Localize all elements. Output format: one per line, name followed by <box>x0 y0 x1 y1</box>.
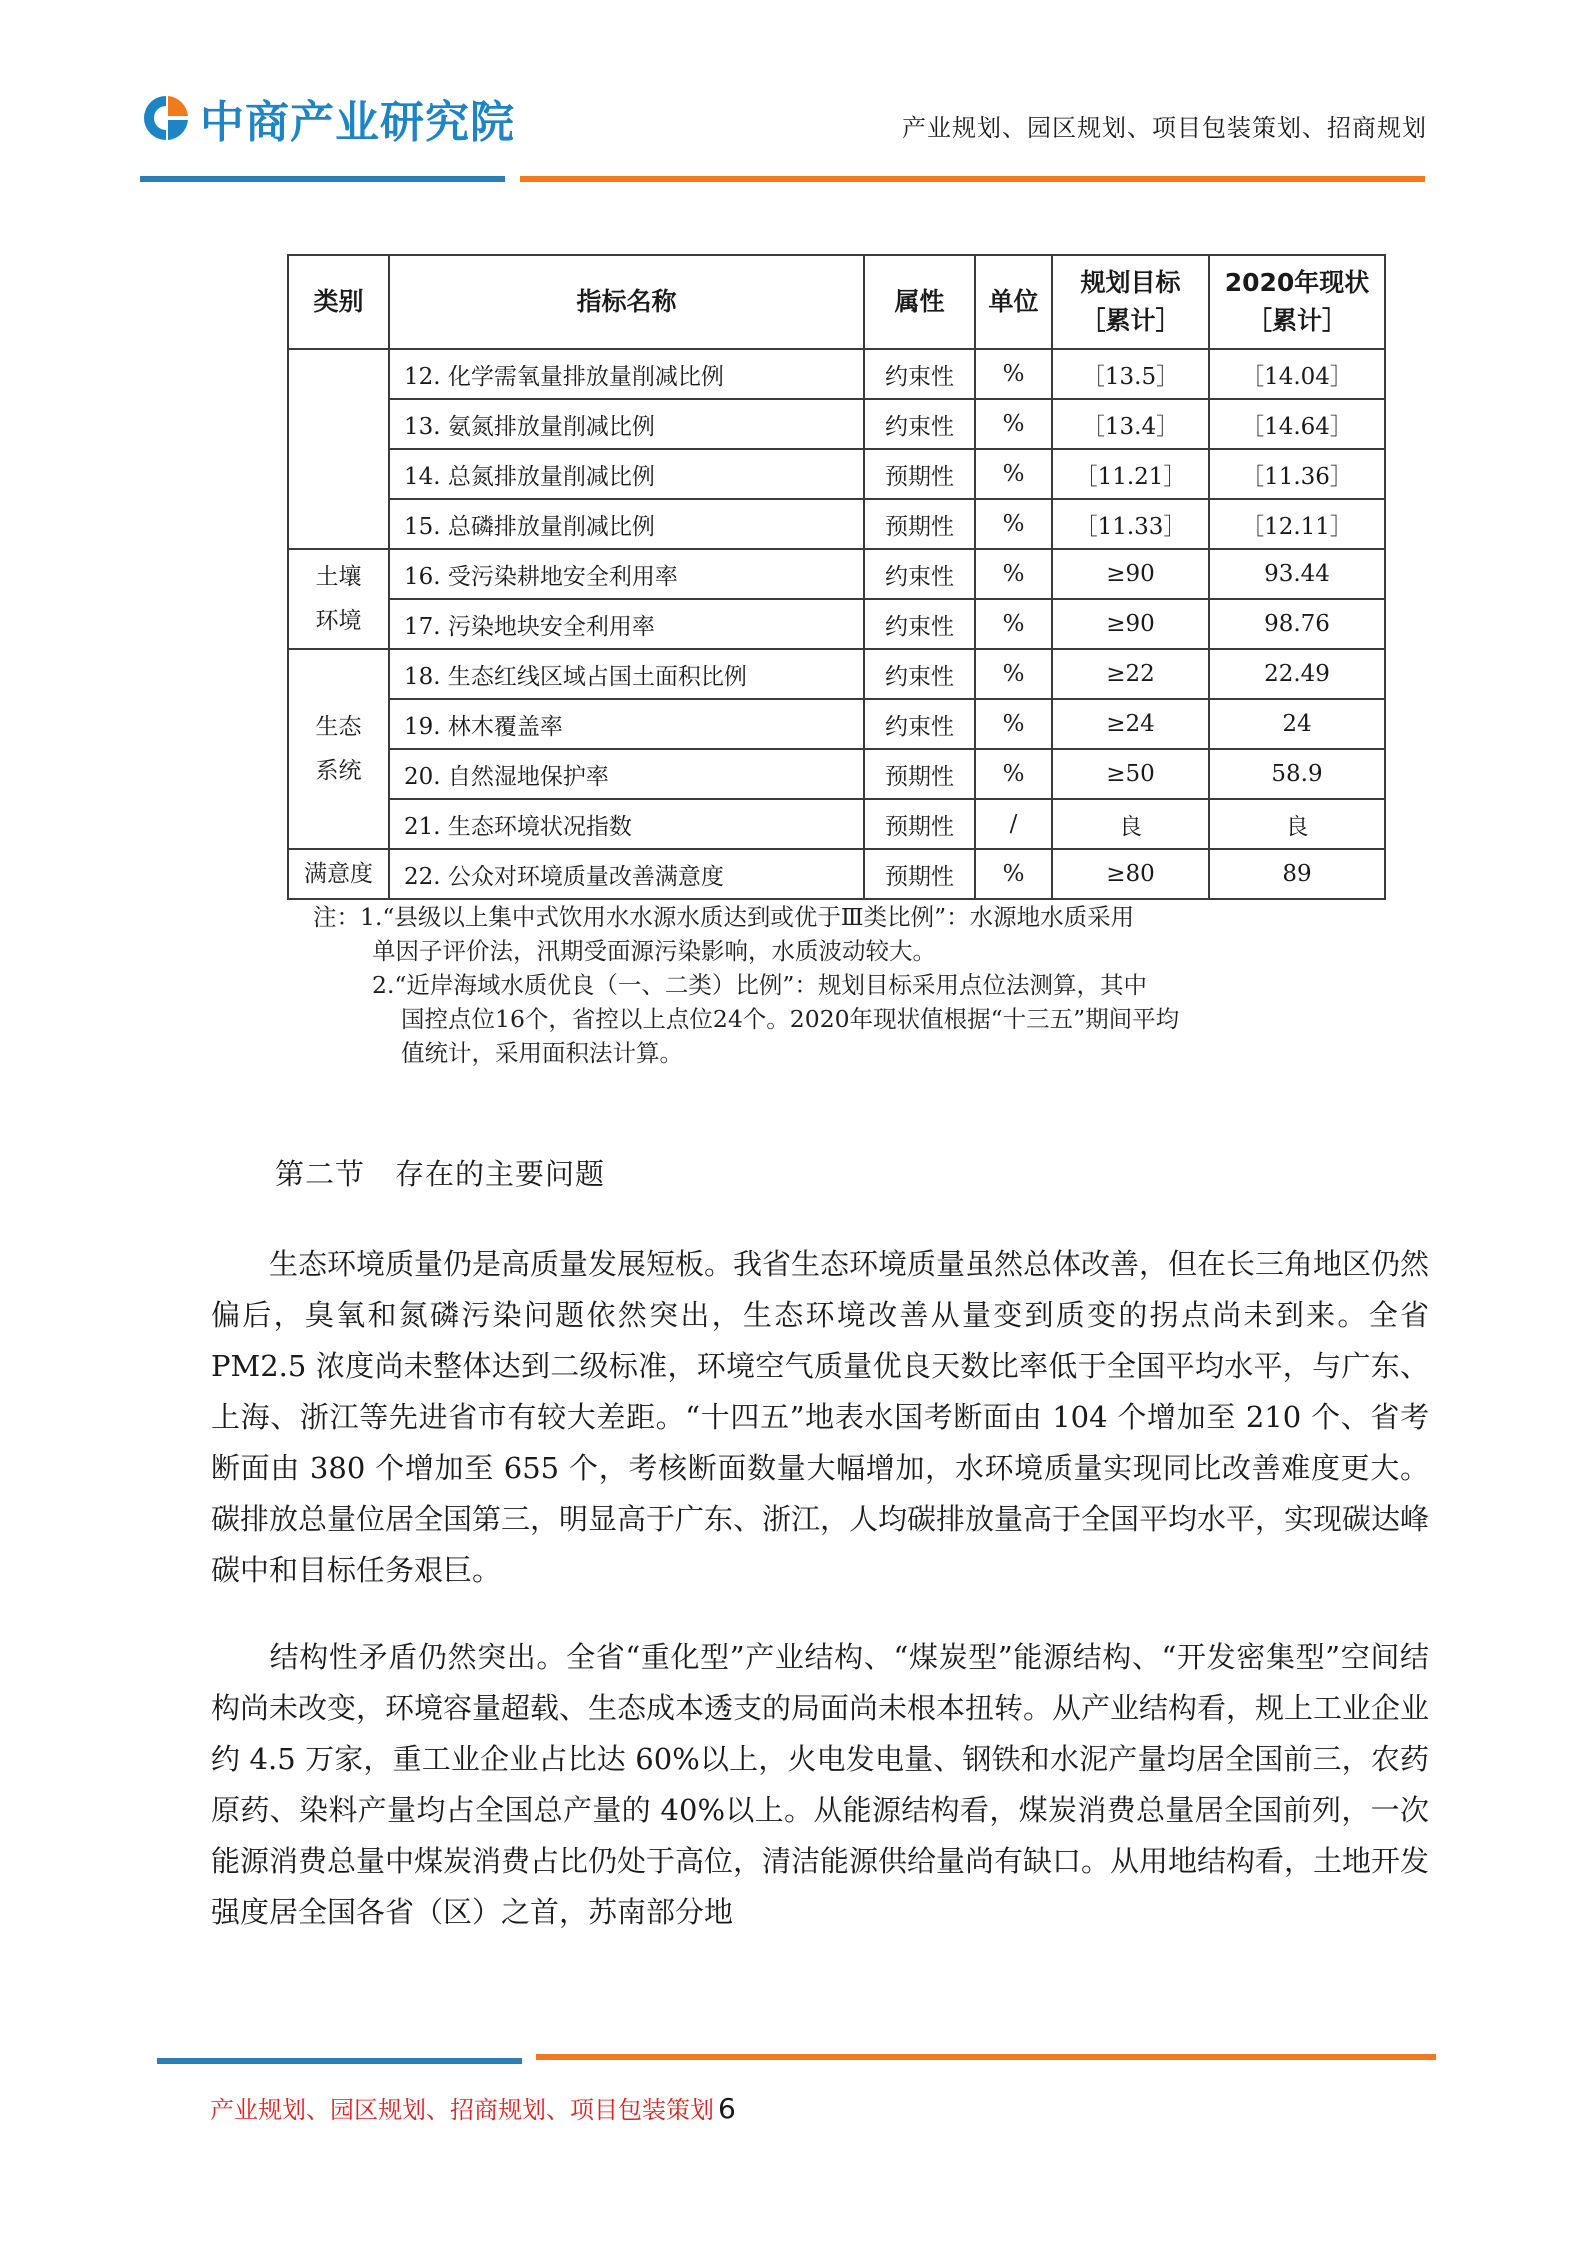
indicator-status: 良 <box>1209 799 1385 849</box>
indicator-target: ［11.21］ <box>1052 449 1209 499</box>
header-rule-blue <box>140 176 505 182</box>
page-number: 6 <box>718 2092 736 2125</box>
indicator-unit: % <box>975 349 1052 399</box>
header-target-line2: ［累计］ <box>1080 306 1181 335</box>
category-cell-satisfaction: 满意度 <box>288 849 389 899</box>
table-row <box>288 799 1385 849</box>
indicator-name: 22. 公众对环境质量改善满意度 <box>389 849 864 899</box>
brand-logo <box>140 88 515 148</box>
indicator-name: 21. 生态环境状况指数 <box>389 799 864 849</box>
table-header-row <box>288 255 1385 349</box>
category-cell-soil <box>288 549 389 649</box>
indicator-attribute: 约束性 <box>864 399 975 449</box>
paragraph-structural-issues <box>211 1632 1429 1938</box>
header-status-line1: 2020年现状 <box>1224 268 1370 297</box>
table-row <box>288 649 1385 699</box>
category-eco-line2: 系统 <box>315 758 362 784</box>
header-target-line1: 规划目标 <box>1080 268 1181 297</box>
header-indicator-name: 指标名称 <box>389 255 864 349</box>
section-title: 第二节 存在的主要问题 <box>275 1157 606 1191</box>
logo-mark-icon <box>140 92 192 144</box>
indicator-status: 89 <box>1209 849 1385 899</box>
indicator-target: ≥50 <box>1052 749 1209 799</box>
header-attribute: 属性 <box>864 255 975 349</box>
indicator-unit: % <box>975 649 1052 699</box>
indicator-unit: % <box>975 449 1052 499</box>
indicator-status: 22.49 <box>1209 649 1385 699</box>
indicator-target: ≥22 <box>1052 649 1209 699</box>
indicator-attribute: 约束性 <box>864 699 975 749</box>
indicator-status: 98.76 <box>1209 599 1385 649</box>
table-row <box>288 399 1385 449</box>
note-1-text1: “县级以上集中式饮用水水源水质达到或优于Ⅲ类比例”：水源地水质采用 <box>382 903 1135 931</box>
table-row <box>288 549 1385 599</box>
indicator-table-container <box>287 254 1384 900</box>
indicator-table <box>287 254 1386 900</box>
indicator-name: 15. 总磷排放量削减比例 <box>389 499 864 549</box>
category-cell-eco <box>288 649 389 849</box>
category-eco-line1: 生态 <box>315 714 362 740</box>
indicator-attribute: 预期性 <box>864 799 975 849</box>
indicator-unit: % <box>975 849 1052 899</box>
paragraph-1-text: 生态环境质量仍是高质量发展短板。我省生态环境质量虽然总体改善，但在长三角地区仍然偏后，臭氧和氮磷污染问题依然突出，生态环境改善从量变到质变的拐点尚未到来。全省 PM2.5 浓度尚未整体达到二级标准，环境空气质量优良天数比率低于全国平均水平，与广东、上海、浙江等先进省市有较大差距。“十四五”地表水国考断面由 104 个增加至 210 个、省考断面由 380 个增加至 655 个，考核断面数量大幅增加，水环境质量实现同比改善难度更大。碳排放总量位居全国第三，明显高于广东、浙江，人均碳排放量高于全国平均水平，实现碳达峰碳中和目标任务艰巨。 <box>211 1247 1430 1587</box>
indicator-attribute: 约束性 <box>864 649 975 699</box>
header-target <box>1052 255 1209 349</box>
table-notes <box>313 900 1393 1070</box>
paragraph-ecology-quality <box>211 1239 1429 1596</box>
indicator-attribute: 约束性 <box>864 349 975 399</box>
indicator-unit: % <box>975 549 1052 599</box>
indicator-target: ［11.33］ <box>1052 499 1209 549</box>
indicator-unit: % <box>975 699 1052 749</box>
table-row <box>288 699 1385 749</box>
footer-rule-blue <box>157 2058 522 2064</box>
indicator-name: 20. 自然湿地保护率 <box>389 749 864 799</box>
indicator-target: 良 <box>1052 799 1209 849</box>
indicator-attribute: 预期性 <box>864 849 975 899</box>
table-row <box>288 599 1385 649</box>
indicator-attribute: 预期性 <box>864 449 975 499</box>
header-category: 类别 <box>288 255 389 349</box>
table-row <box>288 749 1385 799</box>
indicator-unit: % <box>975 399 1052 449</box>
indicator-unit: / <box>975 799 1052 849</box>
category-soil-line1: 土壤 <box>315 564 362 590</box>
indicator-target: ≥90 <box>1052 549 1209 599</box>
indicator-target: ≥24 <box>1052 699 1209 749</box>
note-2-line1 <box>313 968 1393 1002</box>
indicator-name: 17. 污染地块安全利用率 <box>389 599 864 649</box>
header-status-line2: ［累计］ <box>1246 306 1347 335</box>
table-row <box>288 349 1385 399</box>
note-2-line2: 国控点位16个，省控以上点位24个。2020年现状值根据“十三五”期间平均 <box>401 1005 1180 1033</box>
header-status <box>1209 255 1385 349</box>
indicator-name: 14. 总氮排放量削减比例 <box>389 449 864 499</box>
footer-slogan: 产业规划、园区规划、招商规划、项目包装策划 <box>210 2096 714 2124</box>
note-2-line3: 值统计，采用面积法计算。 <box>401 1039 683 1067</box>
table-row <box>288 849 1385 899</box>
table-row <box>288 449 1385 499</box>
indicator-target: ≥80 <box>1052 849 1209 899</box>
note-1-lead: 注：1. <box>313 903 383 931</box>
paragraph-2-text: 结构性矛盾仍然突出。全省“重化型”产业结构、“煤炭型”能源结构、“开发密集型”空间结构尚未改变，环境容量超载、生态成本透支的局面尚未根本扭转。从产业结构看，规上工业企业约 4.5 万家，重工业企业占比达 60%以上，火电发电量、钢铁和水泥产量均居全国前三，农药原药、染料产量均占全国总产量的 40%以上。从能源结构看，煤炭消费总量居全国前列，一次能源消费总量中煤炭消费占比仍处于高位，清洁能源供给量尚有缺口。从用地结构看，土地开发强度居全国各省（区）之首，苏南部分地 <box>211 1640 1430 1929</box>
indicator-attribute: 约束性 <box>864 599 975 649</box>
indicator-status: 58.9 <box>1209 749 1385 799</box>
footer-rule-orange <box>536 2054 1436 2060</box>
header-unit: 单位 <box>975 255 1052 349</box>
indicator-name: 19. 林木覆盖率 <box>389 699 864 749</box>
indicator-name: 13. 氨氮排放量削减比例 <box>389 399 864 449</box>
indicator-name: 18. 生态红线区域占国土面积比例 <box>389 649 864 699</box>
indicator-status: 93.44 <box>1209 549 1385 599</box>
indicator-target: ≥90 <box>1052 599 1209 649</box>
indicator-name: 16. 受污染耕地安全利用率 <box>389 549 864 599</box>
category-cell-water <box>288 349 389 549</box>
header-slogan: 产业规划、园区规划、项目包装策划、招商规划 <box>902 114 1427 142</box>
indicator-attribute: 预期性 <box>864 749 975 799</box>
note-2-lead: 2. <box>372 971 395 999</box>
indicator-attribute: 预期性 <box>864 499 975 549</box>
indicator-status: ［14.04］ <box>1209 349 1385 399</box>
indicator-attribute: 约束性 <box>864 549 975 599</box>
category-soil-line2: 环境 <box>315 608 362 634</box>
indicator-target: ［13.4］ <box>1052 399 1209 449</box>
indicator-status: ［11.36］ <box>1209 449 1385 499</box>
indicator-status: ［14.64］ <box>1209 399 1385 449</box>
note-1-line1 <box>313 900 1393 934</box>
header-rule-orange <box>520 176 1425 182</box>
table-row <box>288 499 1385 549</box>
note-1-line2: 单因子评价法，汛期受面源污染影响，水质波动较大。 <box>372 937 936 965</box>
indicator-status: ［12.11］ <box>1209 499 1385 549</box>
indicator-unit: % <box>975 749 1052 799</box>
indicator-name: 12. 化学需氧量排放量削减比例 <box>389 349 864 399</box>
note-2-text1: “近岸海域水质优良（一、二类）比例”：规划目标采用点位法测算，其中 <box>394 971 1147 999</box>
logo-text: 中商产业研究院 <box>200 97 515 148</box>
indicator-unit: % <box>975 599 1052 649</box>
indicator-status: 24 <box>1209 699 1385 749</box>
indicator-unit: % <box>975 499 1052 549</box>
footer <box>210 2090 736 2125</box>
indicator-target: ［13.5］ <box>1052 349 1209 399</box>
